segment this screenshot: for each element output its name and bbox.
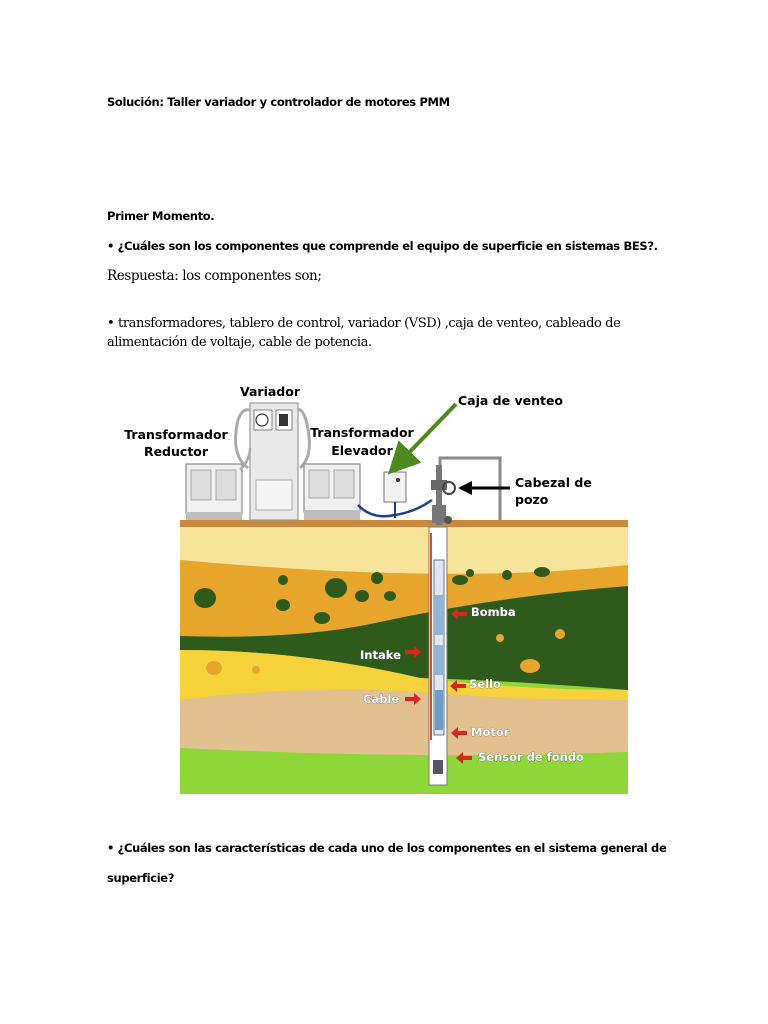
label-cabezal-1: Cabezal de (515, 475, 592, 490)
wellbore (429, 527, 447, 785)
label-motor: Motor (471, 725, 510, 739)
question-2-line-1: • ¿Cuáles son las características de cada uno de los componentes en el sistema general de (107, 841, 667, 855)
answer-line-2: alimentación de voltaje, cable de potencia. (107, 335, 372, 350)
cabezal-arrow (458, 481, 510, 495)
label-intake: Intake (360, 648, 401, 662)
label-caja-de-venteo: Caja de venteo (458, 393, 564, 408)
transformador-elevador (304, 464, 360, 520)
label-transformador-elevador-1: Transformador (310, 425, 414, 440)
label-sello: Sello (469, 677, 501, 691)
label-bomba: Bomba (471, 605, 516, 619)
question-1: • ¿Cuáles son los componentes que comprende el equipo de superficie en sistemas BES?. (107, 239, 658, 253)
label-transformador-elevador-2: Elevador (331, 443, 393, 458)
bes-system-diagram (122, 378, 630, 796)
document-title: Solución: Taller variador y controlador de motores PMM (107, 95, 450, 109)
answer-line-1: • transformadores, tablero de control, variador (VSD) ,caja de venteo, cableado de (107, 316, 621, 331)
label-cable: Cable (363, 692, 400, 706)
label-variador: Variador (239, 384, 301, 399)
label-cabezal-2: pozo (515, 492, 549, 507)
caja-de-venteo (358, 472, 432, 518)
section-heading: Primer Momento. (107, 209, 215, 223)
label-transformador-reductor-1: Transformador (124, 427, 228, 442)
label-sensor-de-fondo: Sensor de fondo (478, 750, 584, 764)
answer-intro: Respuesta: los componentes son; (107, 268, 322, 284)
label-transformador-reductor-2: Reductor (143, 444, 209, 459)
question-2-line-2: superficie? (107, 871, 175, 885)
